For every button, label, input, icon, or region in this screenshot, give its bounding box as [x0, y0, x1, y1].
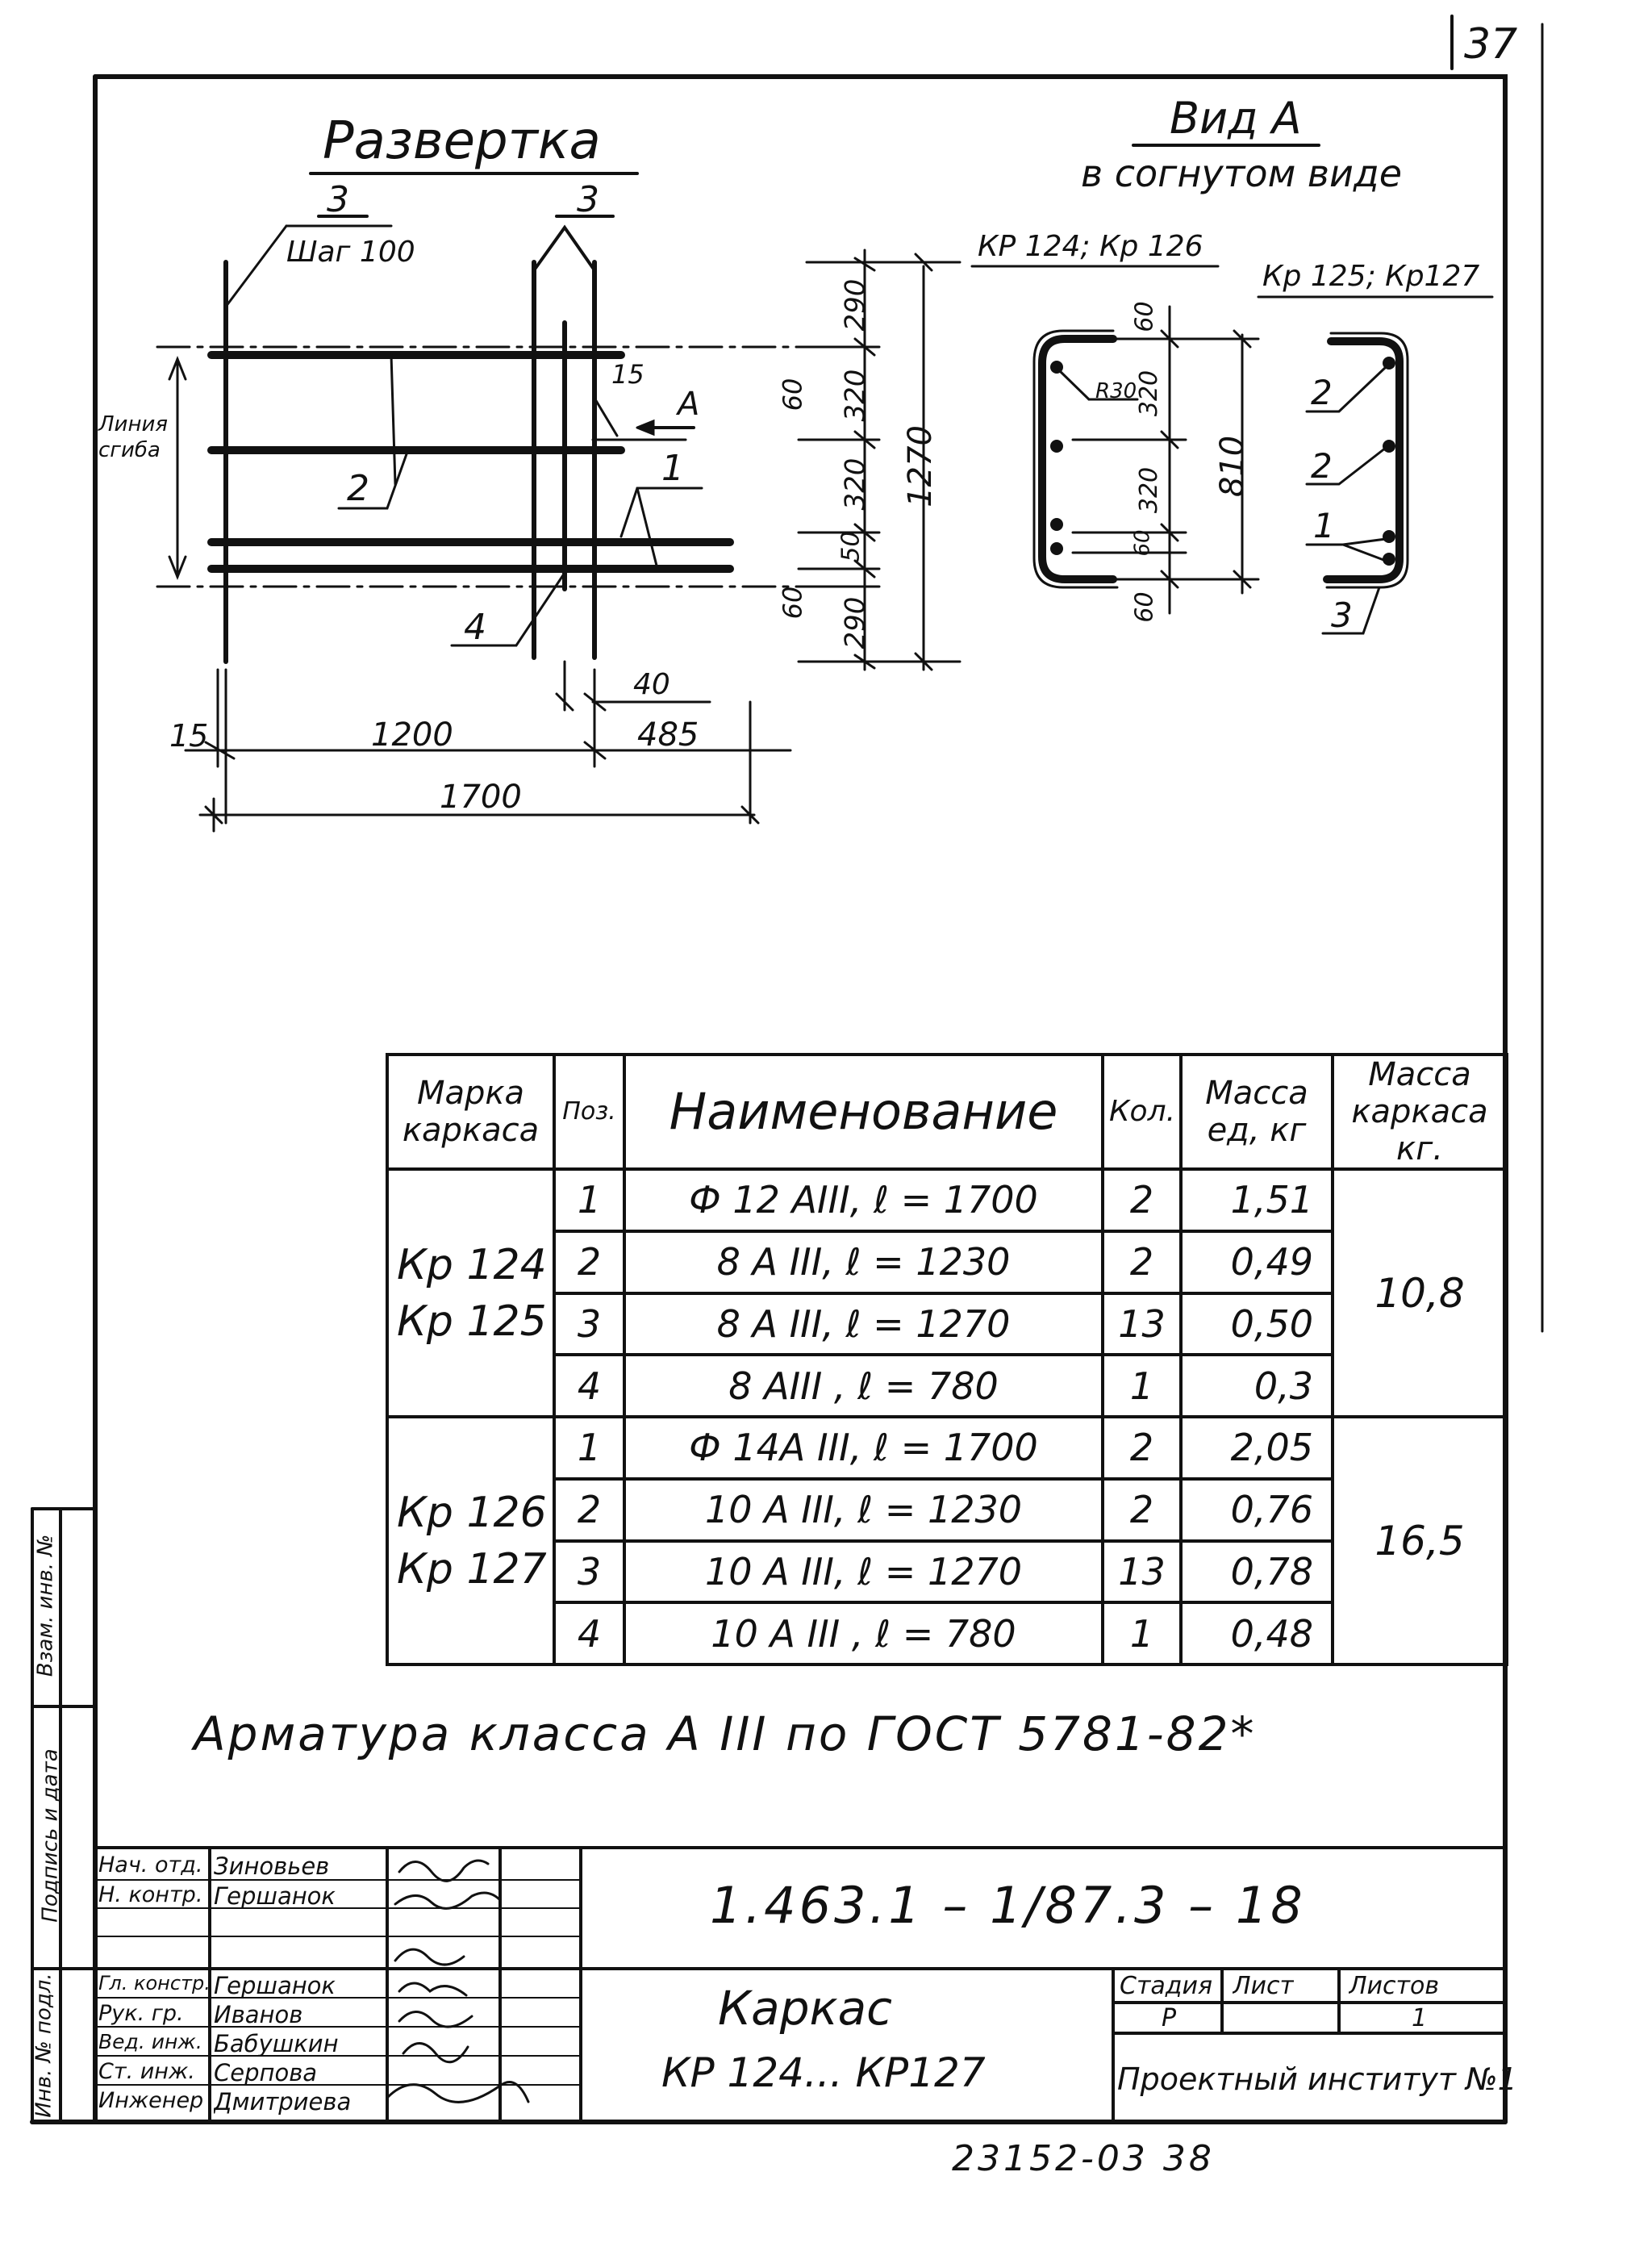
development-title: Развертка — [323, 111, 601, 171]
sheets-value: 1 — [1412, 2004, 1428, 2032]
signer-role: Нач. отд. — [98, 1852, 203, 1877]
row-qty: 2 — [1103, 1231, 1181, 1293]
view-a-dim-320-a: 320 — [1135, 370, 1164, 417]
signer-role: Гл. констр. — [98, 1972, 211, 1994]
dim-v-60-bottom: 60 — [777, 586, 808, 620]
dim-485: 485 — [637, 716, 699, 754]
drawing-name-line1: Каркас — [718, 1981, 892, 2036]
dim-v-320-a: 320 — [839, 369, 872, 422]
row-qty: 1 — [1103, 1602, 1181, 1664]
row-pos: 2 — [554, 1479, 624, 1541]
row-qty: 1 — [1103, 1355, 1181, 1417]
section-bar-dots-right — [1383, 357, 1395, 566]
dim-15-bottom: 15 — [169, 718, 209, 754]
view-a-pos-2-mid: 2 — [1311, 446, 1333, 486]
dim-v-1270: 1270 — [901, 425, 939, 507]
view-a-subtitle: в согнутом виде — [1081, 152, 1403, 195]
view-a-right-caption: Кр 125; Кр127 — [1262, 260, 1480, 293]
signer-name: Дмитриева — [214, 2088, 352, 2116]
transverse-bars — [226, 262, 594, 662]
row-mass: 0,50 — [1181, 1293, 1333, 1355]
pos-label-2: 2 — [347, 468, 369, 509]
longitudinal-bars — [211, 355, 730, 569]
dim-v-60-top: 60 — [777, 378, 808, 411]
dim-1200: 1200 — [371, 716, 453, 754]
view-a-dim-320-b: 320 — [1135, 466, 1164, 514]
header-name: Наименование — [624, 1055, 1103, 1169]
side-stamp-inv-no: Инв. № подл. — [31, 1973, 56, 2118]
signer-name: Зиновьев — [214, 1852, 330, 1880]
group-2-total-mass: 16,5 — [1333, 1417, 1507, 1664]
row-name: 8 АIII , ℓ = 780 — [624, 1355, 1103, 1417]
sheet-label: Лист — [1233, 1972, 1295, 2000]
header-frame-mass: Масса каркаса кг. — [1333, 1055, 1507, 1169]
row-mass: 0,48 — [1181, 1602, 1333, 1664]
group-2-mark-a: Кр 126 — [397, 1488, 547, 1537]
view-a-dim-60-mid: 60 — [1130, 529, 1155, 557]
stage-label: Стадия — [1120, 1972, 1213, 2000]
signer-name: Гершанок — [214, 1882, 336, 1910]
dim-15-arrow: 15 — [611, 359, 644, 390]
row-name: 10 А III , ℓ = 780 — [624, 1602, 1103, 1664]
section-mark-left: 3 — [327, 179, 349, 220]
view-a-left-caption: КР 124; Кр 126 — [978, 230, 1203, 263]
view-arrow-label: А — [678, 386, 700, 423]
row-name: 8 А III, ℓ = 1230 — [624, 1231, 1103, 1293]
reinforcement-note: Арматура класса А III по ГОСТ 5781-82* — [194, 1706, 1257, 1761]
view-a-pos-3: 3 — [1331, 595, 1353, 635]
signer-name: Серпова — [214, 2059, 318, 2086]
view-a-pos-2-top: 2 — [1311, 373, 1333, 412]
specification-table — [386, 1053, 1508, 1666]
row-name: 8 А III, ℓ = 1270 — [624, 1293, 1103, 1355]
row-pos: 3 — [554, 1293, 624, 1355]
header-unit-mass: Масса ед, кг — [1181, 1055, 1333, 1169]
header-pos: Поз. — [554, 1055, 624, 1169]
signer-role: Вед. инж. — [98, 2030, 202, 2053]
side-stamp-replace-inv: Взам. инв. № — [33, 1534, 58, 1677]
dim-v-50: 50 — [836, 531, 866, 562]
group-2-mark-b: Кр 127 — [397, 1544, 547, 1593]
row-mass: 0,78 — [1181, 1541, 1333, 1603]
view-a-title: Вид А — [1170, 93, 1302, 144]
dim-1700: 1700 — [440, 779, 522, 816]
drawing-name-line2: КР 124... КР127 — [661, 2049, 986, 2096]
page-number: 37 — [1464, 20, 1518, 69]
dim-v-290-bottom: 290 — [839, 596, 872, 649]
row-name: Ф 14А III, ℓ = 1700 — [624, 1417, 1103, 1479]
row-pos: 3 — [554, 1541, 624, 1603]
header-mark: Марка каркаса — [387, 1055, 554, 1169]
view-a-dim-810: 810 — [1214, 435, 1252, 498]
table-row — [387, 1417, 1507, 1479]
signer-role: Рук. гр. — [98, 2001, 184, 2026]
signer-name: Иванов — [214, 2001, 303, 2028]
side-stamp-sign-date: Подпись и дата — [38, 1748, 63, 1923]
row-pos: 1 — [554, 1417, 624, 1479]
cross-section-left — [1042, 339, 1113, 579]
signer-role: Ст. инж. — [98, 2059, 195, 2084]
dim-v-290-top: 290 — [839, 278, 872, 332]
section-bar-dots-left — [1050, 361, 1063, 555]
row-qty: 13 — [1103, 1541, 1181, 1603]
table-row — [387, 1169, 1507, 1231]
group-1-total-mass: 10,8 — [1333, 1169, 1507, 1417]
row-mass: 0,49 — [1181, 1231, 1333, 1293]
sheets-label: Листов — [1349, 1972, 1440, 2000]
row-mass: 2,05 — [1181, 1417, 1333, 1479]
row-qty: 2 — [1103, 1479, 1181, 1541]
spec-header-row — [387, 1055, 1507, 1169]
group-2-marks — [387, 1417, 554, 1664]
row-pos: 4 — [554, 1602, 624, 1664]
header-qty: Кол. — [1103, 1055, 1181, 1169]
row-qty: 2 — [1103, 1417, 1181, 1479]
row-name: 10 А III, ℓ = 1230 — [624, 1479, 1103, 1541]
document-code: 1.463.1 – 1/87.3 – 18 — [710, 1876, 1306, 1935]
stage-value: Р — [1162, 2004, 1177, 2032]
group-1-mark-b: Кр 125 — [397, 1297, 547, 1346]
row-name: 10 А III, ℓ = 1270 — [624, 1541, 1103, 1603]
row-qty: 2 — [1103, 1169, 1181, 1231]
radius-label: R30 — [1095, 379, 1137, 403]
organization: Проектный институт №1 — [1117, 2061, 1517, 2097]
row-qty: 13 — [1103, 1293, 1181, 1355]
row-mass: 0,3 — [1181, 1355, 1333, 1417]
dim-40: 40 — [633, 668, 670, 701]
step-label: Шаг 100 — [286, 236, 415, 269]
group-1-mark-a: Кр 124 — [397, 1240, 547, 1289]
pos-label-1: 1 — [661, 448, 684, 489]
row-mass: 1,51 — [1181, 1169, 1333, 1231]
view-a-pos-1: 1 — [1313, 506, 1335, 545]
row-pos: 2 — [554, 1231, 624, 1293]
section-mark-right: 3 — [577, 179, 599, 220]
sheet-footer: 23152-03 38 — [952, 2138, 1215, 2179]
row-pos: 4 — [554, 1355, 624, 1417]
view-a-dim-60-top: 60 — [1130, 301, 1159, 332]
view-a-dim-60-bottom: 60 — [1130, 591, 1159, 623]
pos-label-4: 4 — [464, 607, 486, 648]
signer-role: Инженер — [98, 2088, 204, 2113]
dim-v-320-b: 320 — [839, 457, 872, 511]
row-name: Ф 12 АIII, ℓ = 1700 — [624, 1169, 1103, 1231]
row-mass: 0,76 — [1181, 1479, 1333, 1541]
signer-name: Гершанок — [214, 1972, 336, 1999]
bend-line-label: Линия сгиба — [98, 412, 168, 462]
signatures — [387, 1861, 528, 2102]
group-1-marks — [387, 1169, 554, 1417]
signer-name: Бабушкин — [214, 2030, 339, 2057]
row-pos: 1 — [554, 1169, 624, 1231]
signer-role: Н. контр. — [98, 1882, 203, 1907]
